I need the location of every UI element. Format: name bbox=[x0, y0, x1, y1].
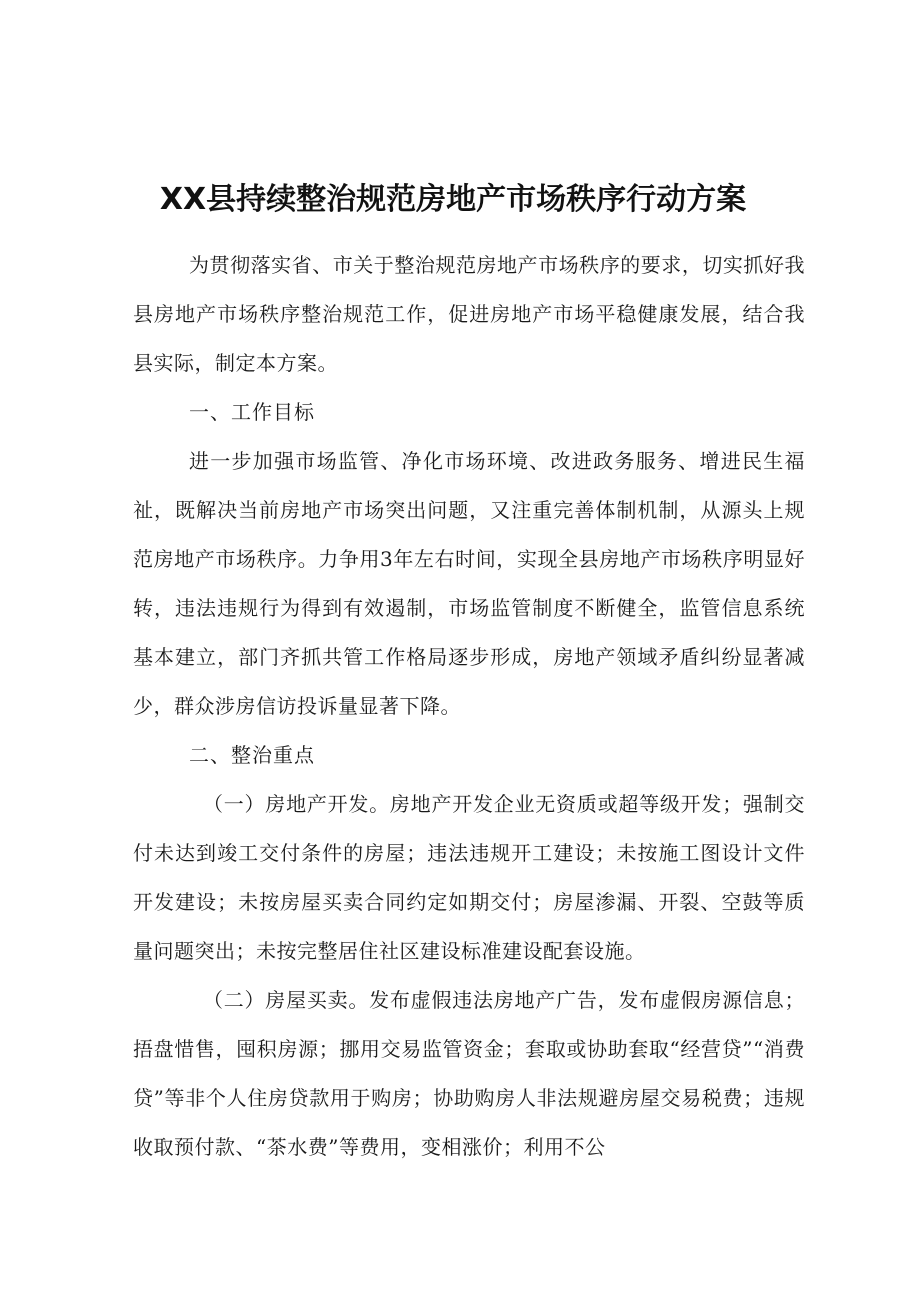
section-heading-focus: 二、整治重点 bbox=[189, 743, 315, 767]
document-body bbox=[133, 241, 805, 1172]
section-heading-goals: 一、工作目标 bbox=[189, 400, 315, 424]
goals-paragraph: 进一步加强市场监管、净化市场环境、改进政务服务、增进民生福祉，既解决当前房地产市场突出问题，又注重完善体制机制，从源头上规范房地产市场秩序。力争用3年左右时间，实现全县房地产市场秩序明显好转，违法违规行为得到有效遏制，市场监管制度不断健全，监管信息系统基本建立，部门齐抓共管工作格局逐步形成，房地产领域矛盾纠纷显著减少，群众涉房信访投诉量显著下降。 bbox=[133, 449, 805, 718]
intro-paragraph: 为贯彻落实省、市关于整治规范房地产市场秩序的要求，切实抓好我县房地产市场秩序整治规范工作，促进房地产市场平稳健康发展，结合我县实际，制定本方案。 bbox=[133, 253, 805, 375]
focus-item-trading: （二）房屋买卖。发布虚假违法房地产广告，发布虚假房源信息；捂盘惜售，囤积房源；挪用交易监管资金；套取或协助套取“经营贷”“消费贷”等非个人住房贷款用于购房；协助购房人非法规避房屋交易税费；违规收取预付款、“茶水费”等费用，变相涨价；利用不公 bbox=[133, 988, 805, 1159]
document-title: XX县持续整治规范房地产市场秩序行动方案 bbox=[159, 182, 747, 217]
focus-item-development: （一）房地产开发。房地产开发企业无资质或超等级开发；强制交付未达到竣工交付条件的房屋；违法违规开工建设；未按施工图设计文件开发建设；未按房屋买卖合同约定如期交付；房屋渗漏、开裂、空鼓等质量问题突出；未按完整居住社区建设标准建设配套设施。 bbox=[133, 792, 805, 963]
